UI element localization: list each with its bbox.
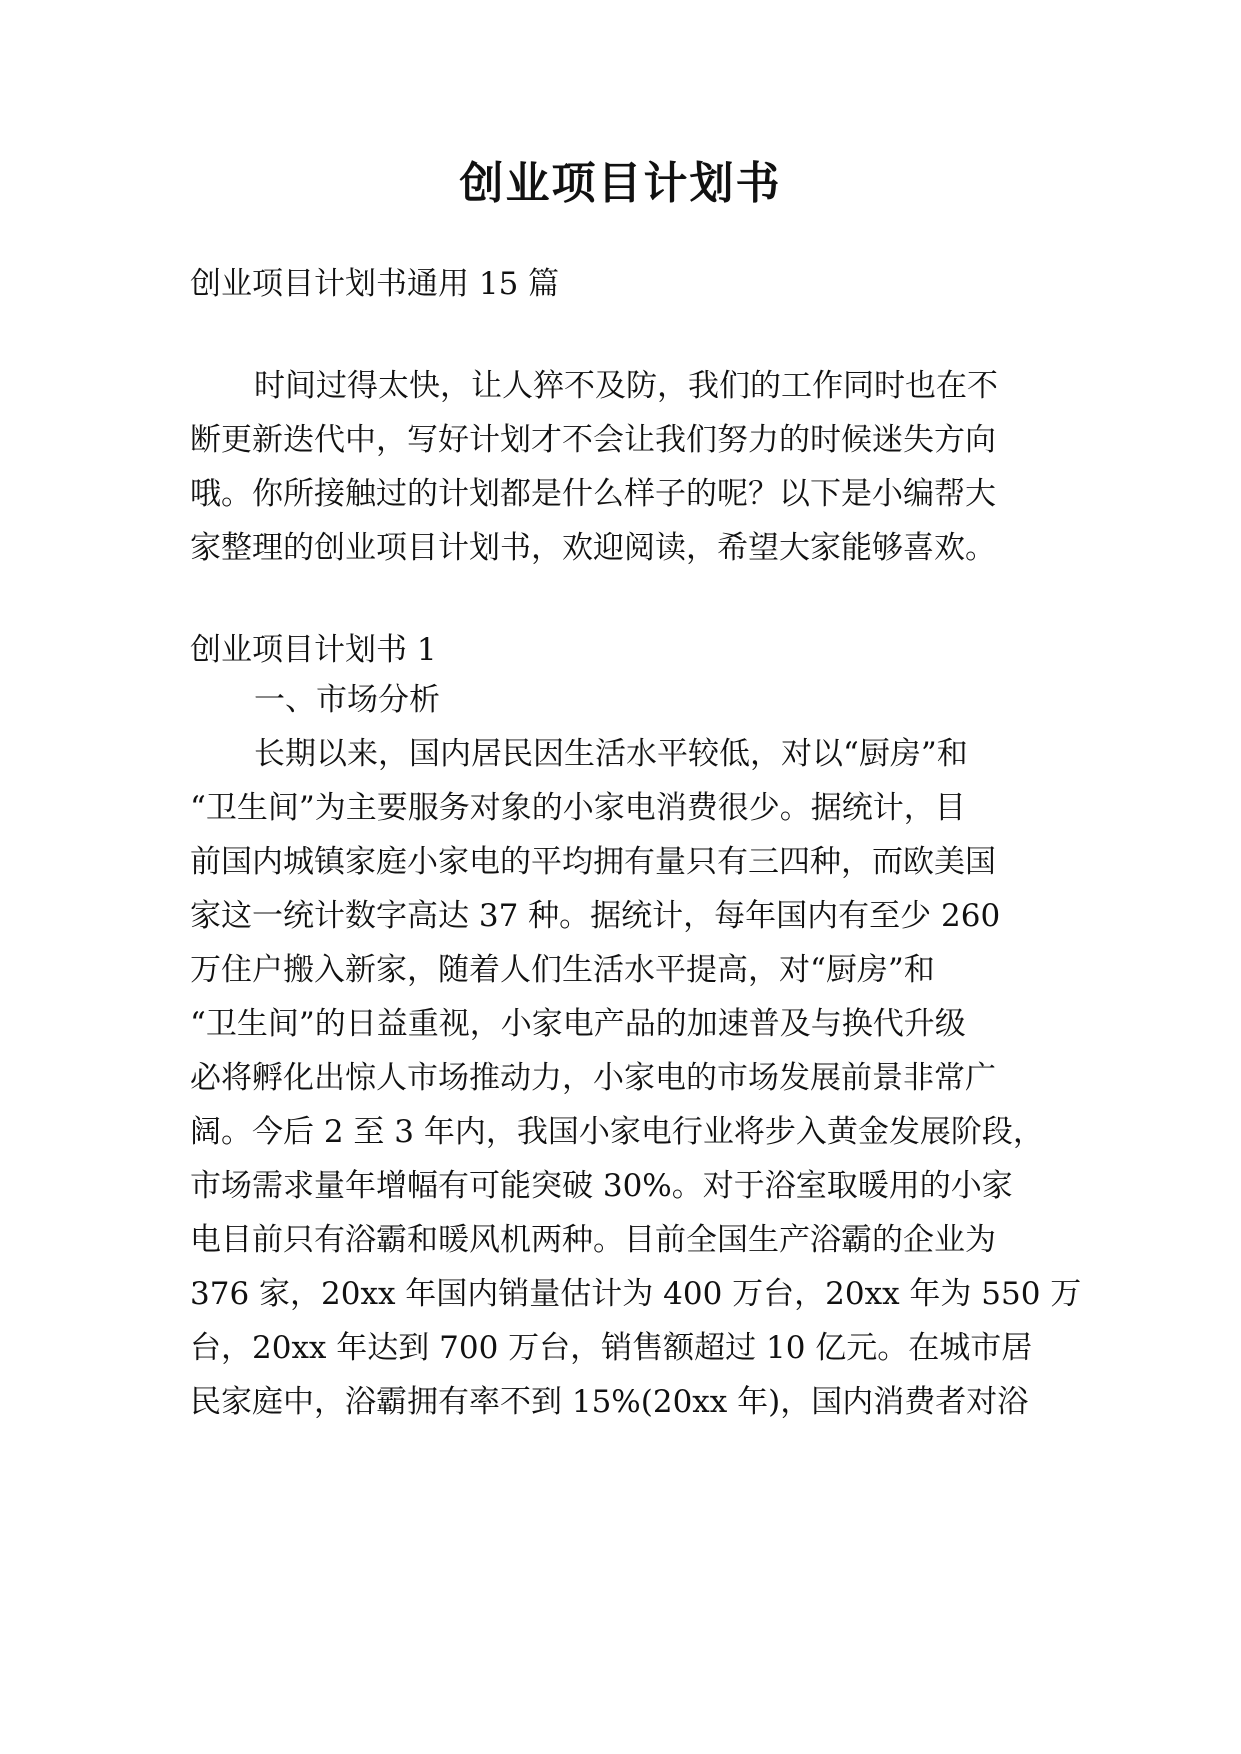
body-line-7: 必将孵化出惊人市场推动力，小家电的市场发展前景非常广 bbox=[190, 1060, 996, 1096]
document-title: 创业项目计划书 bbox=[459, 158, 782, 209]
body-line-12: 台，20xx 年达到 700 万台，销售额超过 10 亿元。在城市居 bbox=[190, 1330, 1033, 1366]
body-line-11: 376 家，20xx 年国内销量估计为 400 万台，20xx 年为 550 万 bbox=[190, 1276, 1082, 1312]
subsection-heading: 一、市场分析 bbox=[254, 682, 440, 718]
body-line-8: 阔。今后 2 至 3 年内，我国小家电行业将步入黄金发展阶段， bbox=[190, 1114, 1044, 1150]
intro-line-3: 哦。你所接触过的计划都是什么样子的呢？以下是小编帮大 bbox=[190, 476, 996, 512]
intro-line-2: 断更新迭代中，写好计划才不会让我们努力的时候迷失方向 bbox=[190, 422, 996, 458]
document-subtitle: 创业项目计划书通用 15 篇 bbox=[190, 266, 560, 302]
intro-line-4: 家整理的创业项目计划书，欢迎阅读，希望大家能够喜欢。 bbox=[190, 530, 996, 566]
body-line-1: 长期以来，国内居民因生活水平较低，对以“厨房”和 bbox=[254, 736, 968, 772]
body-line-3: 前国内城镇家庭小家电的平均拥有量只有三四种，而欧美国 bbox=[190, 844, 996, 880]
body-line-6: “卫生间”的日益重视，小家电产品的加速普及与换代升级 bbox=[190, 1006, 966, 1042]
body-line-5: 万住户搬入新家，随着人们生活水平提高，对“厨房”和 bbox=[190, 952, 935, 988]
body-line-9: 市场需求量年增幅有可能突破 30%。对于浴室取暖用的小家 bbox=[190, 1168, 1013, 1204]
body-line-4: 家这一统计数字高达 37 种。据统计，每年国内有至少 260 bbox=[190, 898, 1001, 934]
body-line-2: “卫生间”为主要服务对象的小家电消费很少。据统计，目 bbox=[190, 790, 966, 826]
section-heading: 创业项目计划书 1 bbox=[190, 632, 437, 668]
body-line-13: 民家庭中，浴霸拥有率不到 15%(20xx 年)，国内消费者对浴 bbox=[190, 1384, 1029, 1420]
body-line-10: 电目前只有浴霸和暖风机两种。目前全国生产浴霸的企业为 bbox=[190, 1222, 996, 1258]
intro-line-1: 时间过得太快，让人猝不及防，我们的工作同时也在不 bbox=[254, 368, 998, 404]
